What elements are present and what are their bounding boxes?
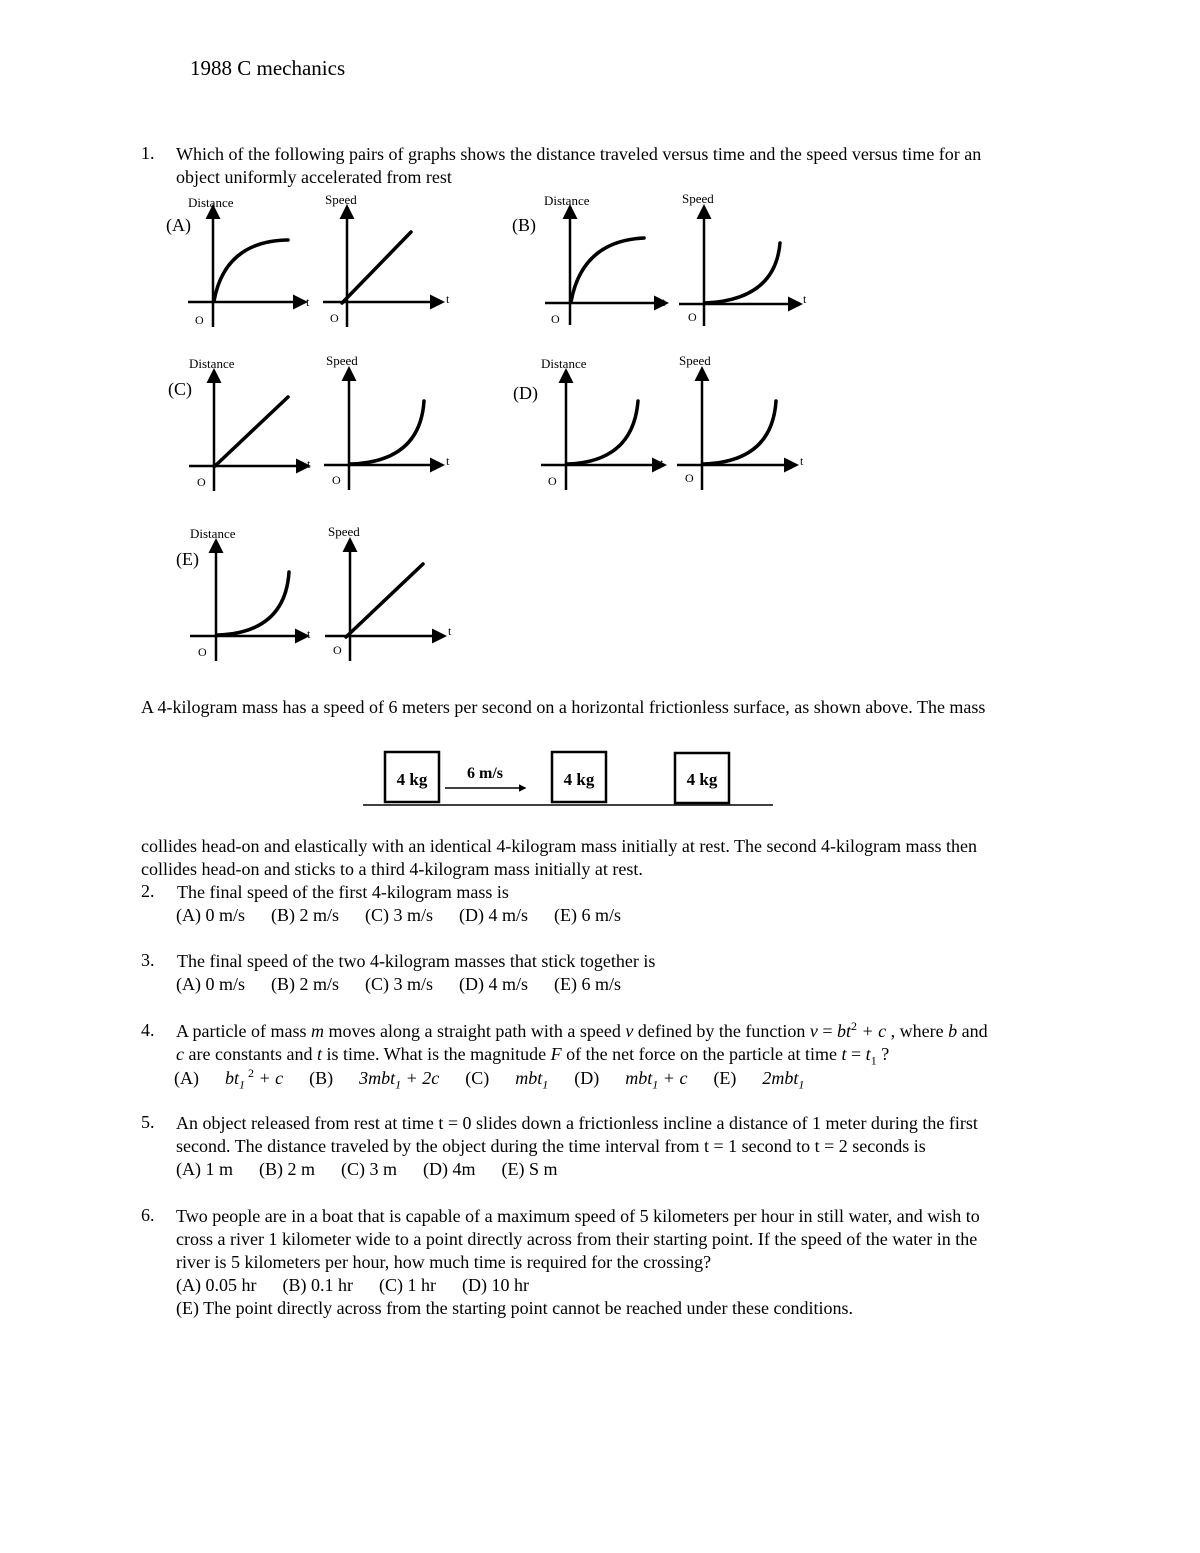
option-c-graphs (168, 353, 450, 491)
speed-axis-label: Speed (682, 191, 714, 206)
distance-axis-label: Distance (188, 195, 234, 210)
option-letter: (E) (176, 549, 199, 569)
choice-a[interactable]: (A) 0 m/s (176, 974, 245, 994)
speed-curve (350, 401, 424, 464)
choice-b[interactable]: (B) 2 m/s (271, 905, 340, 925)
choice-d[interactable]: (D) 4 m/s (459, 905, 529, 925)
speed-curve (705, 243, 780, 303)
answer-choices (176, 1274, 529, 1297)
question-text: second. The distance traveled by the object during the time interval from t = 1 second to t = 2 seconds is (176, 1136, 926, 1156)
distance-curve (215, 397, 288, 466)
time-axis-label: t (662, 295, 666, 309)
time-axis-label: t (307, 627, 311, 641)
origin-label: O (197, 475, 206, 489)
graph-options (0, 185, 1200, 675)
choice-e[interactable]: (E) 6 m/s (554, 905, 622, 925)
distance-curve (571, 238, 644, 302)
choice-c[interactable]: (C) 3 m/s (365, 905, 434, 925)
choice-d[interactable]: (D) 4 m/s (459, 974, 529, 994)
question-number: 6. (141, 1205, 155, 1225)
time-axis-label: t (660, 456, 664, 470)
speed-curve (346, 564, 423, 637)
block-2-label: 4 kg (563, 770, 595, 789)
origin-label: O (333, 643, 342, 657)
time-axis-label: t (306, 295, 310, 309)
choice-b[interactable]: (B) 2 m (259, 1159, 315, 1179)
choice-a[interactable]: (A) 0 m/s (176, 905, 245, 925)
choice-c[interactable]: (C) 3 m (341, 1159, 397, 1179)
distance-axis-label: Distance (544, 193, 590, 208)
question-text: An object released from rest at time t = 0 slides down a frictionless incline a distance of 1 meter during the first (176, 1113, 978, 1133)
option-letter: (A) (166, 215, 191, 235)
distance-curve (214, 240, 288, 301)
question-text: c are constants and t is time. What is the magnitude F of the net force on the particle at time $t = t_1$ ? (176, 1044, 890, 1068)
speed-axis-label: Speed (325, 192, 357, 207)
question-text: A particle of mass m moves along a straight path with a speed v defined by the function $v = bt^2 + c$ , where b and (176, 1019, 988, 1041)
choice-e[interactable]: (E) S m (501, 1159, 558, 1179)
option-a-graphs (166, 192, 450, 327)
distance-axis-label: Distance (189, 356, 235, 371)
origin-label: O (685, 471, 694, 485)
option-e-graphs (176, 524, 452, 661)
answer-choices (174, 1067, 804, 1090)
distance-axis-label: Distance (190, 526, 236, 541)
origin-label: O (548, 474, 557, 488)
time-axis-label: t (446, 292, 450, 306)
origin-label: O (332, 473, 341, 487)
question-number: 5. (141, 1112, 155, 1132)
collision-intro: A 4-kilogram mass has a speed of 6 meters per second on a horizontal frictionless surface, as shown above. The mass (141, 697, 986, 717)
time-axis-label: t (800, 454, 804, 468)
choice-c[interactable]: (C) 3 m/s (365, 974, 434, 994)
speed-axis-label: Speed (326, 353, 358, 368)
choice-a[interactable]: (A) 0.05 hr (176, 1275, 257, 1295)
origin-label: O (688, 310, 697, 324)
choice-b[interactable]: (B) 2 m/s (271, 974, 340, 994)
choice-e[interactable]: (E) 6 m/s (554, 974, 622, 994)
question-number: 3. (141, 950, 155, 970)
choice-d[interactable]: (D) 10 hr (461, 1275, 529, 1295)
distance-curve (567, 401, 638, 464)
option-letter: (C) (168, 379, 192, 399)
question-text: cross a river 1 kilometer wide to a point directly across from their starting point. If the speed of the water in the (176, 1229, 978, 1249)
choice-b[interactable]: (B) 0.1 hr (282, 1275, 353, 1295)
collision-text: collides head-on and sticks to a third 4-kilogram mass initially at rest. (141, 859, 643, 879)
origin-label: O (195, 313, 204, 327)
speed-curve (703, 401, 776, 464)
time-axis-label: t (803, 292, 807, 306)
option-letter: (B) (512, 215, 536, 235)
choice-d[interactable]: (D) 4m (423, 1159, 476, 1179)
answer-choices (176, 904, 621, 927)
choice-a[interactable]: $(A)bt_1$ $^2$ + c (174, 1066, 284, 1092)
answer-choices (176, 1158, 558, 1181)
question-text: Which of the following pairs of graphs shows the distance traveled versus time and the speed versus time for an (176, 144, 982, 164)
time-axis-label: t (307, 457, 311, 471)
document-title: 1988 C mechanics (190, 56, 346, 80)
choice-b[interactable]: (B)3mbt$_1$ + 2c (309, 1068, 440, 1092)
origin-label: O (330, 311, 339, 325)
option-letter: (D) (513, 383, 538, 403)
collision-text: collides head-on and elastically with an identical 4-kilogram mass initially at rest. The second 4-kilogram mass then (141, 836, 977, 856)
distance-curve (217, 572, 289, 635)
speed-curve (342, 232, 411, 303)
block-1-label: 4 kg (396, 770, 428, 789)
block-3-label: 4 kg (686, 770, 718, 789)
origin-label: O (551, 312, 560, 326)
choice-c[interactable]: (C) 1 hr (378, 1275, 436, 1295)
question-number: 4. (141, 1020, 155, 1040)
choice-e[interactable]: (E) The point directly across from the starting point cannot be reached under these conditions. (176, 1298, 853, 1318)
question-text: Two people are in a boat that is capable of a maximum speed of 5 kilometers per hour in still water, and wish to (176, 1206, 980, 1226)
answer-choices (176, 973, 621, 996)
option-d-graphs (513, 353, 804, 490)
question-text: river is 5 kilometers per hour, how much time is required for the crossing? (176, 1252, 712, 1272)
choice-e[interactable]: (E)2mbt$_1$ (713, 1068, 805, 1092)
question-number: 1. (141, 143, 155, 163)
choice-a[interactable]: (A) 1 m (176, 1159, 233, 1179)
question-text: The final speed of the first 4-kilogram mass is (177, 882, 509, 902)
origin-label: O (198, 645, 207, 659)
question-number: 2. (141, 881, 155, 901)
velocity-label: 6 m/s (467, 765, 503, 782)
time-axis-label: t (448, 624, 452, 638)
speed-axis-label: Speed (328, 524, 360, 539)
question-text: object uniformly accelerated from rest (176, 167, 452, 187)
collision-diagram (355, 745, 785, 815)
choice-c[interactable]: (C)mbt$_1$ (465, 1068, 549, 1092)
option-b-graphs (512, 191, 807, 326)
distance-axis-label: Distance (541, 356, 587, 371)
speed-axis-label: Speed (679, 353, 711, 368)
time-axis-label: t (446, 454, 450, 468)
question-text: The final speed of the two 4-kilogram masses that stick together is (177, 951, 656, 971)
choice-d[interactable]: (D)mbt$_1$ + c (574, 1068, 688, 1092)
